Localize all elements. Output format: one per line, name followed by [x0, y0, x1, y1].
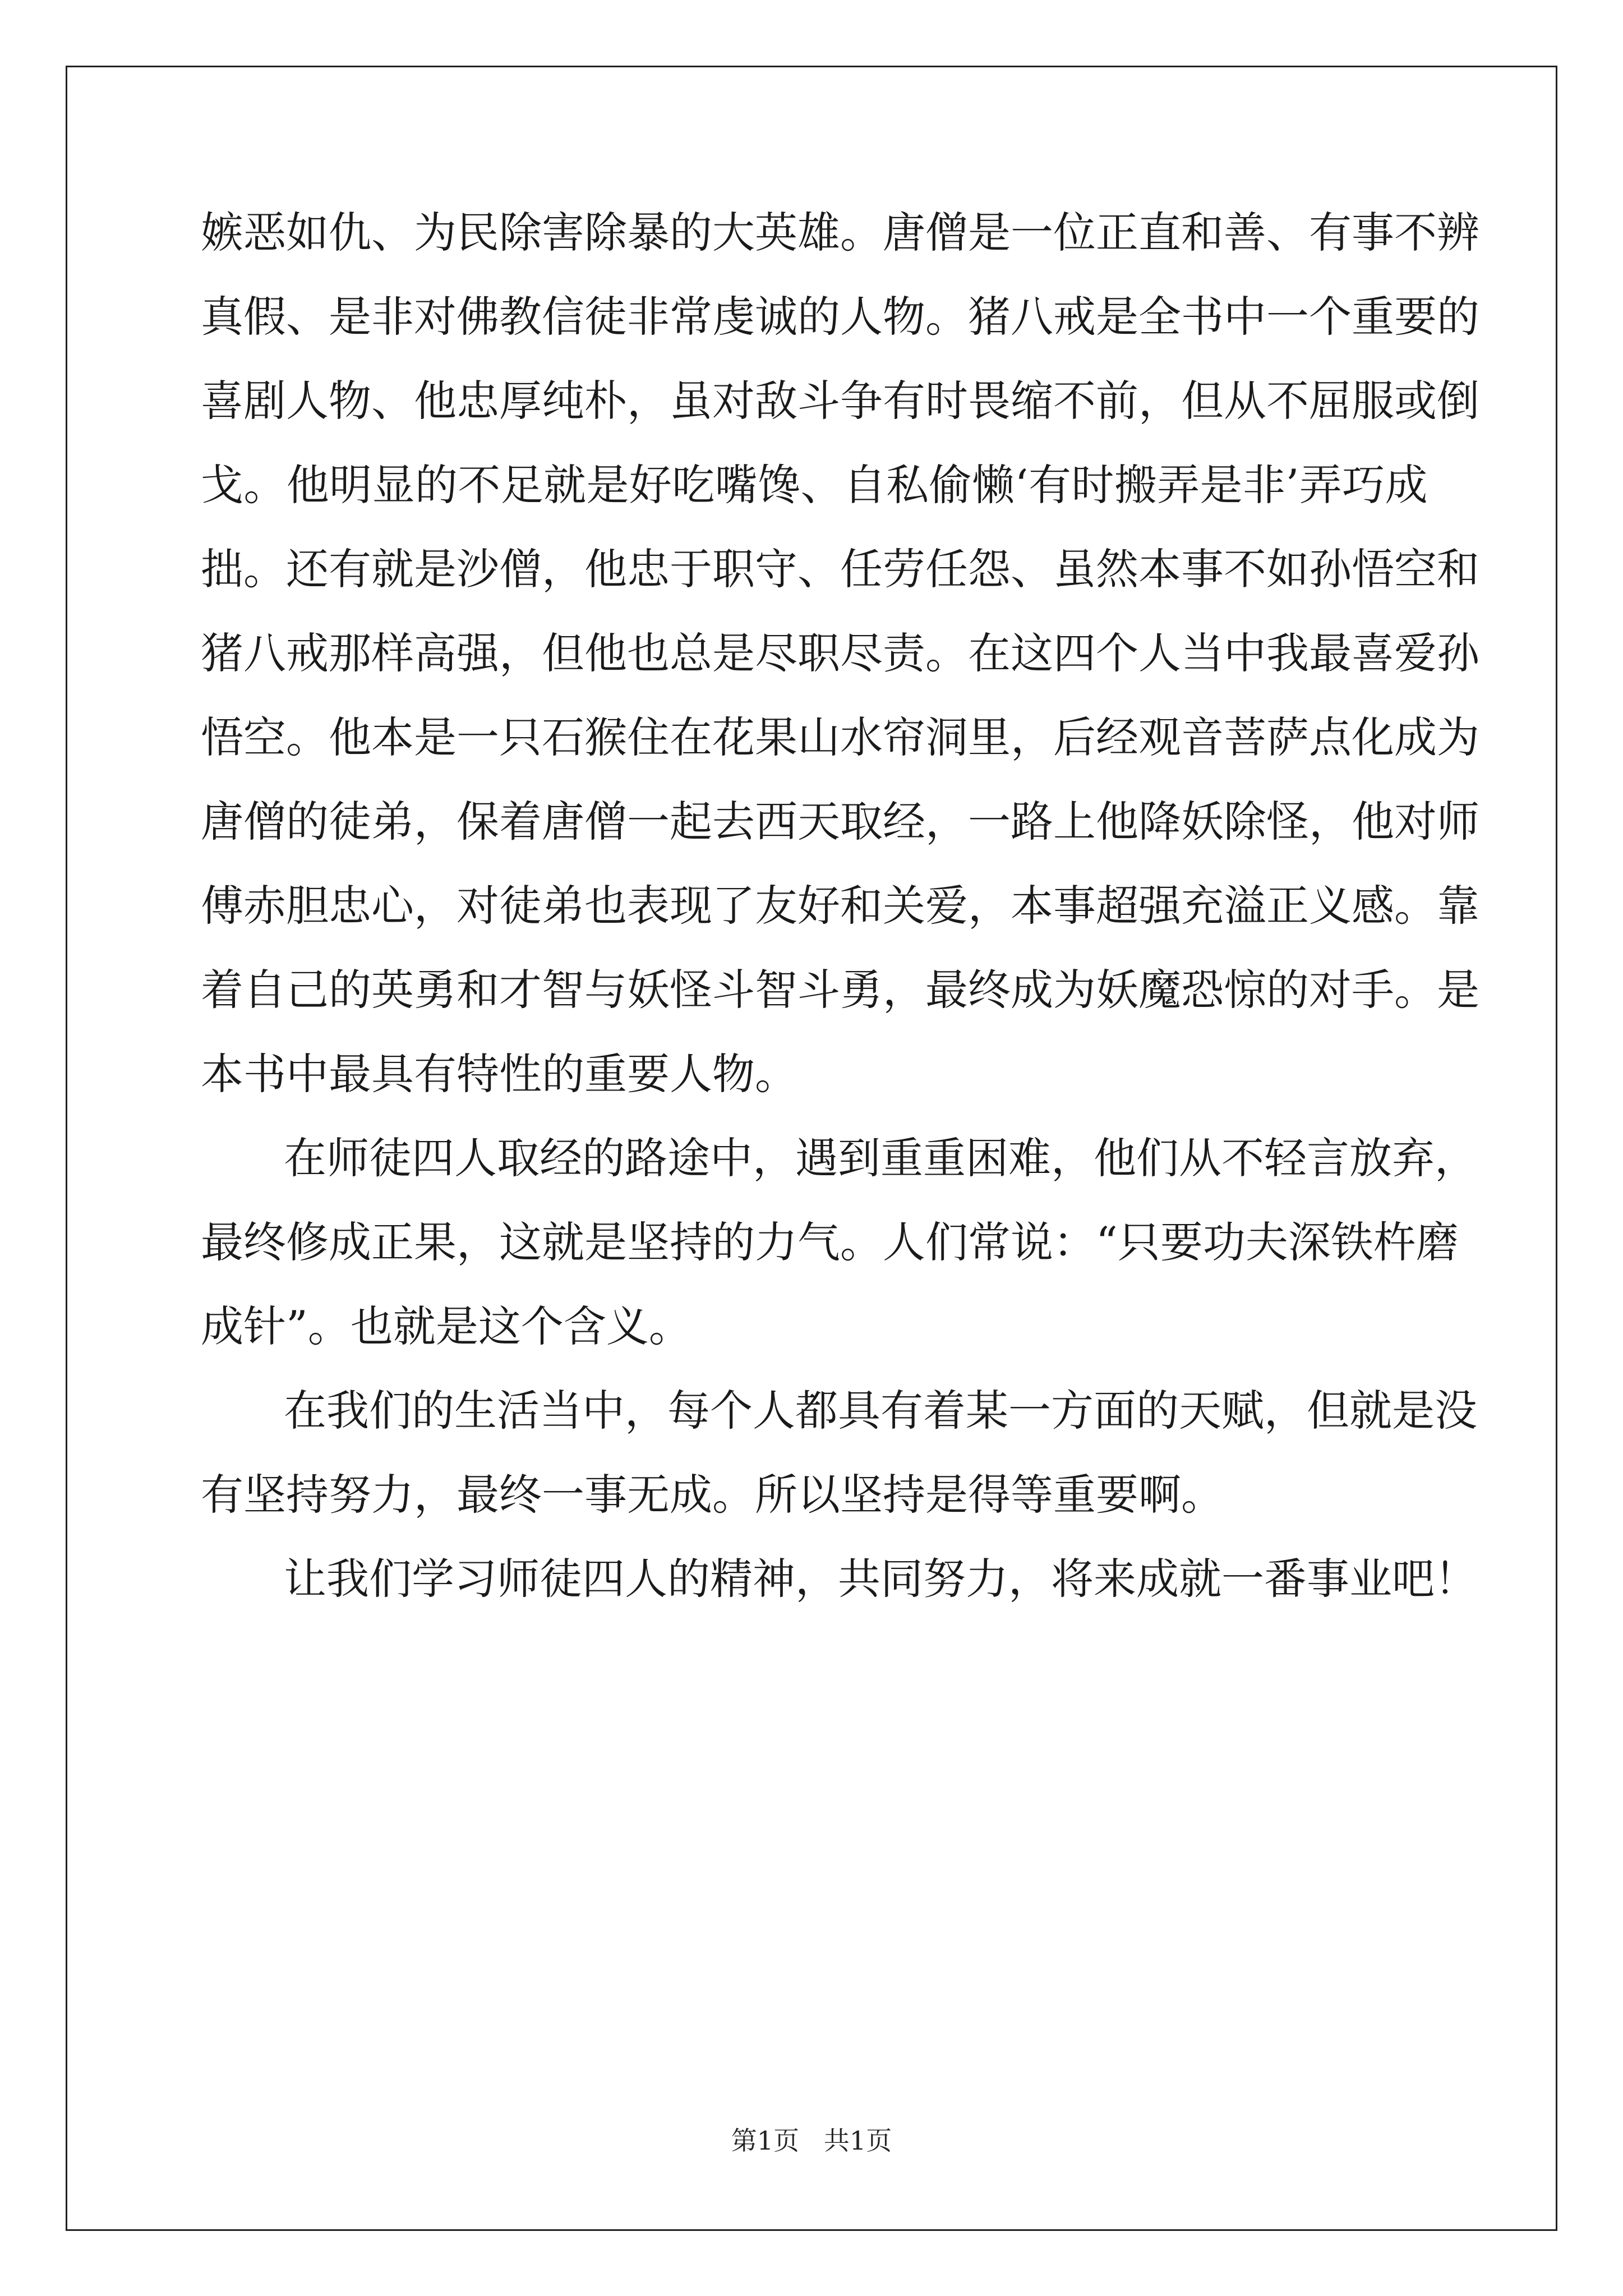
- text-line: 唐 僧 的 徒 弟 ， 保 着 唐 僧 一 起 去 西 天 取 经 ， 一 路 上 他 降 妖 除 怪 ， 他 对 师: [201, 797, 1479, 846]
- text-line: 戈 。 他 明 显 的 不 足 就 是 好 吃 嘴 馋 、 自 私 偷 懒 ‘ 有 时 搬 弄 是 非 ’ 弄 巧 成: [201, 460, 1428, 510]
- text-line: 本书中最具有特性的重要人物。: [201, 1049, 797, 1099]
- page-footer: 第1页 共1页: [731, 2125, 892, 2156]
- text-line: 傅 赤 胆 忠 心 ， 对 徒 弟 也 表 现 了 友 好 和 关 爱 ， 本 事 超 强 充 溢 正 义 感 。 靠: [201, 881, 1479, 931]
- text-line: 悟 空 。 他 本 是 一 只 石 猴 住 在 花 果 山 水 帘 洞 里 ， 后 经 观 音 菩 萨 点 化 成 为: [201, 712, 1479, 762]
- text-line: 嫉 恶 如 仇 、 为 民 除 害 除 暴 的 大 英 雄 。 唐 僧 是 一 位 正 直 和 善 、 有 事 不 辨: [201, 208, 1479, 257]
- text-line: 猪 八 戒 那 样 高 强 ， 但 他 也 总 是 尽 职 尽 责 。 在 这 四 个 人 当 中 我 最 喜 爱 孙: [201, 628, 1479, 678]
- text-line: 拙 。 还 有 就 是 沙 僧 ， 他 忠 于 职 守 、 任 劳 任 怨 、 虽 然 本 事 不 如 孙 悟 空 和: [201, 544, 1479, 594]
- text-line: 最 终 修 成 正 果 ， 这 就 是 坚 持 的 力 气 。 人 们 常 说 ： “ 只 要 功 夫 深 铁 杵 磨: [201, 1217, 1459, 1267]
- paragraph-first-line: 在我们的生活当中，每个人都具有着某一方面的天赋，但就是没: [284, 1386, 1477, 1435]
- text-line: 成针”。也就是这个含义。: [201, 1301, 691, 1351]
- text-line: 着 自 己 的 英 勇 和 才 智 与 妖 怪 斗 智 斗 勇 ， 最 终 成 为 妖 魔 恐 惊 的 对 手 。 是: [201, 965, 1479, 1015]
- text-line: 有坚持努力，最终一事无成。所以坚持是得等重要啊。: [201, 1470, 1224, 1520]
- paragraph-first-line: 在师徒四人取经的路途中，遇到重重困难，他们从不轻言放弃，: [284, 1133, 1477, 1183]
- text-line: 真 假 、 是 非 对 佛 教 信 徒 非 常 虔 诚 的 人 物 。 猪 八 戒 是 全 书 中 一 个 重 要 的: [201, 292, 1479, 342]
- paragraph-first-line: 让我们学习师徒四人的精神，共同努力，将来成就一番事业吧！: [284, 1554, 1477, 1604]
- text-line: 喜 剧 人 物 、 他 忠 厚 纯 朴 ， 虽 对 敌 斗 争 有 时 畏 缩 不 前 ， 但 从 不 屈 服 或 倒: [201, 376, 1479, 426]
